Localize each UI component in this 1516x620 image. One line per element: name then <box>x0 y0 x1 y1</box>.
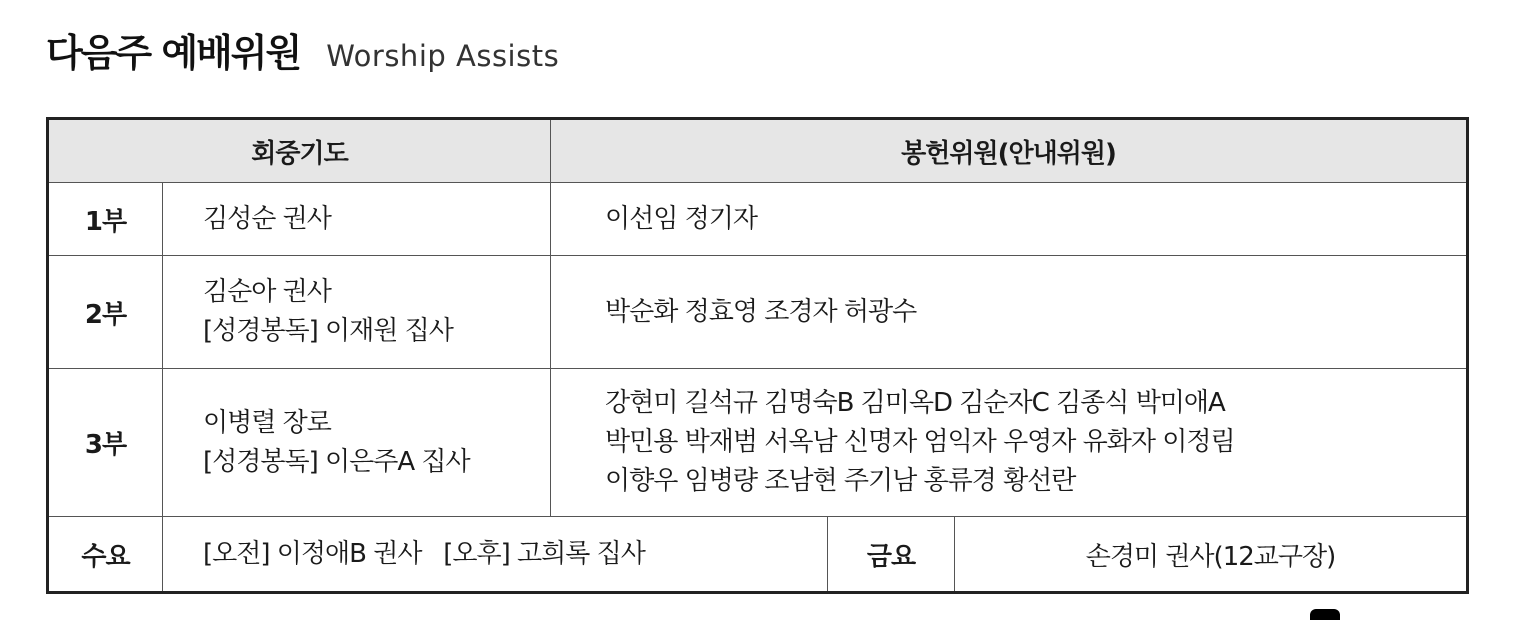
page-title: 다음주 예배위원 <box>46 31 301 75</box>
page-subtitle: Worship Assists <box>326 39 560 73</box>
offering-line: 이향우 임병량 조남현 주기남 홍류경 황선란 <box>605 466 1076 496</box>
wednesday-label: 수요 <box>48 517 163 593</box>
title-row <box>46 22 559 77</box>
friday-cell <box>955 517 1468 593</box>
wednesday-cell <box>163 517 828 593</box>
table-row <box>48 369 1468 517</box>
table-row <box>48 183 1468 256</box>
prayer-line: [성경봉독] 이재원 집사 <box>203 316 453 346</box>
table-header-row <box>48 119 1468 183</box>
offering-line: 강현미 길석규 김명숙B 김미옥D 김순자C 김종식 박미애A <box>605 388 1225 418</box>
prayer-cell <box>163 183 551 256</box>
offering-cell <box>551 256 1468 369</box>
prayer-cell <box>163 256 551 369</box>
prayer-line: 이병렬 장로 <box>203 407 331 438</box>
worship-assists-table <box>46 117 1469 594</box>
decorative-mark <box>1310 609 1340 620</box>
offering-line: 박순화 정효영 조경자 허광수 <box>605 296 917 327</box>
offering-cell <box>551 369 1468 517</box>
prayer-cell <box>163 369 551 517</box>
prayer-line: 김순아 권사 <box>203 277 331 307</box>
row-label: 2부 <box>48 256 163 369</box>
row-label: 1부 <box>48 183 163 256</box>
table-row <box>48 256 1468 369</box>
header-offering: 봉헌위원(안내위원) <box>551 119 1468 183</box>
header-prayer: 회중기도 <box>48 119 551 183</box>
offering-cell <box>551 183 1468 256</box>
wednesday-value: [오전] 이정애B 권사 [오후] 고희록 집사 <box>203 538 645 569</box>
table-row <box>48 517 1468 593</box>
prayer-line: 김성순 권사 <box>203 203 331 234</box>
offering-line: 이선임 정기자 <box>605 203 757 234</box>
friday-label: 금요 <box>828 517 955 593</box>
offering-line: 박민용 박재범 서옥남 신명자 엄익자 우영자 유화자 이정림 <box>605 427 1235 457</box>
prayer-line: [성경봉독] 이은주A 집사 <box>203 446 470 477</box>
friday-value: 손경미 권사(12교구장) <box>1085 541 1336 572</box>
row-label: 3부 <box>48 369 163 517</box>
